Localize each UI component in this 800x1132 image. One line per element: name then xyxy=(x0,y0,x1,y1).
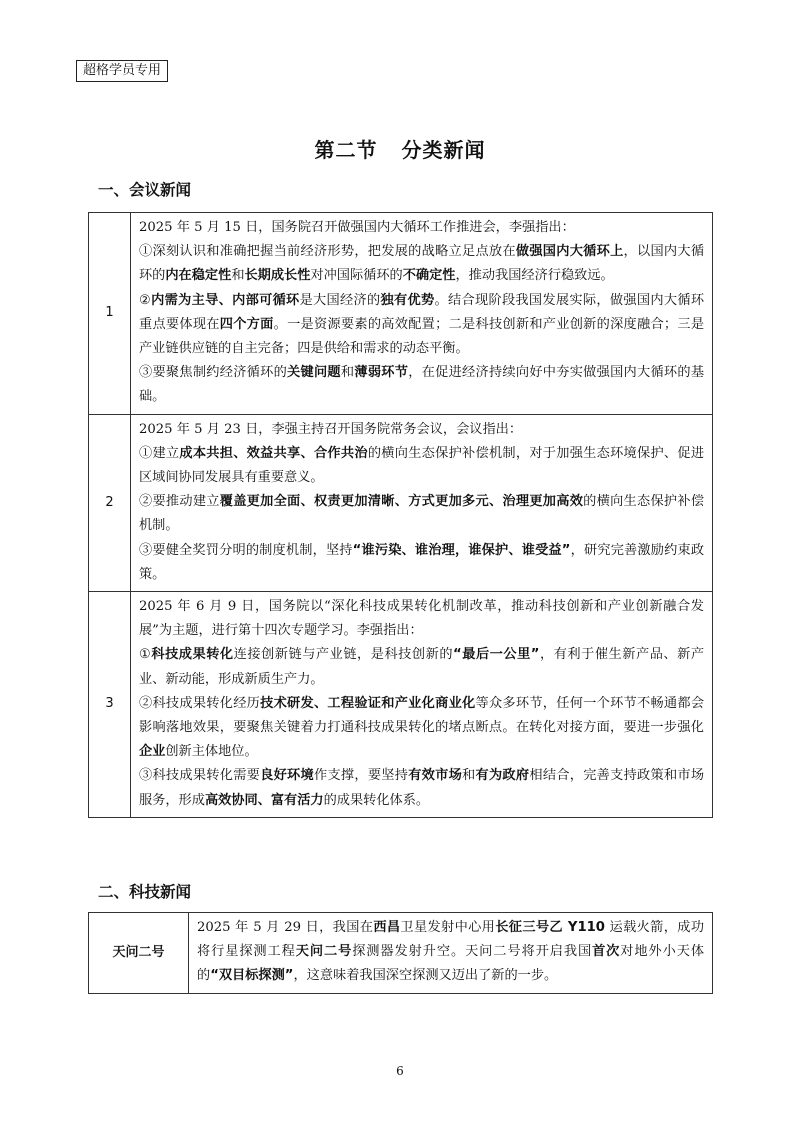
emphasis-text: “最后一公里” xyxy=(453,647,540,663)
emphasis-text: 科技成果转化 xyxy=(151,647,234,663)
body-text: 。结合现阶段我国发展实际，做强国内大循环重点要体现在 xyxy=(139,292,705,332)
body-text: 2025 年 5 月 29 日，我国在 xyxy=(197,920,374,935)
body-text: 等众多环节，任何一个环节不畅通都会影响落地效果，要聚焦关键着力打通科技成果转化的堵点断点。在转化对接方面，要进一步强化 xyxy=(139,695,705,736)
body-text: 的成果转化体系。 xyxy=(323,792,430,808)
body-text: 运载火箭，成功将行星探测工程 xyxy=(197,920,705,960)
meeting-row-label: 2 xyxy=(89,414,131,591)
emphasis-text: 不确定性 xyxy=(402,268,456,284)
news-paragraph xyxy=(139,418,704,442)
body-text: 和 xyxy=(340,365,355,381)
emphasis-text: 内在稳定性 xyxy=(165,268,232,284)
emphasis-text: 有效市场 xyxy=(408,768,463,784)
news-paragraph xyxy=(139,764,704,812)
body-text: ，研究完善激励约束政策。 xyxy=(139,542,705,582)
body-text: 2025 年 5 月 15 日，国务院召开做强国内大循环工作推进会，李强指出： xyxy=(139,220,575,235)
emphasis-text: “双目标探测” xyxy=(210,968,294,984)
emphasis-text: 成本共担、效益共享、合作共治 xyxy=(179,445,368,461)
emphasis-text: 做强国内大循环上 xyxy=(515,244,624,260)
body-text: ，推动我国经济行稳致远。 xyxy=(455,268,614,284)
body-text: ② xyxy=(139,292,152,308)
page-number: 6 xyxy=(396,1064,404,1078)
body-text: ，在促进经济持续向好中夯实做强国内大循环的基础。 xyxy=(139,365,705,405)
body-text: 。一是资源要素的高效配置；二是科技创新和产业创新的深度融合；三是产业链供应链的自主完备；四是供给和需求的动态平衡。 xyxy=(139,316,705,357)
body-text: 创新主体地位。 xyxy=(165,744,258,760)
body-text: 和 xyxy=(462,768,476,784)
section-title-number: 第二节 xyxy=(314,138,378,162)
news-paragraph xyxy=(197,916,704,989)
emphasis-text: 长期成长性 xyxy=(244,268,311,284)
emphasis-text: 薄弱环节 xyxy=(354,365,409,381)
body-text: 的横向生态保护补偿机制。 xyxy=(139,494,705,534)
tech-row-label: 天问二号 xyxy=(89,913,189,994)
news-paragraph xyxy=(139,692,704,765)
meeting-row-label: 1 xyxy=(89,213,131,415)
emphasis-text: 企业 xyxy=(139,744,166,760)
exclusive-stamp: 超格学员专用 xyxy=(76,60,168,82)
body-text: 和 xyxy=(231,268,245,284)
body-text: 对冲国际循环的 xyxy=(310,268,403,284)
emphasis-text: “谁污染、谁治理，谁保护、谁受益” xyxy=(352,542,571,558)
emphasis-text: 技术研发、工程验证和产业化商业化 xyxy=(260,695,476,711)
news-paragraph xyxy=(139,289,704,362)
news-paragraph xyxy=(139,643,704,691)
body-text: ①建立 xyxy=(139,445,180,461)
body-text: ②科技成果转化经历 xyxy=(139,695,261,711)
tech-row-content xyxy=(189,913,713,994)
body-text: 相结合，完善支持政策和市场服务，形成 xyxy=(139,768,705,808)
body-text: ③科技成果转化需要 xyxy=(139,768,261,784)
news-paragraph xyxy=(139,595,704,643)
body-text: ① xyxy=(139,647,152,663)
meeting-row-content xyxy=(131,213,713,415)
body-text: ②要推动建立 xyxy=(139,494,220,510)
emphasis-text: 有为政府 xyxy=(475,768,530,784)
body-text: ③要聚焦制约经济循环的 xyxy=(139,365,288,381)
body-text: ①深刻认识和准确把握当前经济形势，把发展的战略立足点放在 xyxy=(139,244,516,260)
emphasis-text: 天问二号 xyxy=(295,944,353,960)
emphasis-text: 内需为主导、内部可循环 xyxy=(151,292,300,308)
body-text: ，以国内大循环的 xyxy=(139,244,705,284)
meeting-row-content xyxy=(131,414,713,591)
meeting-row-content xyxy=(131,592,713,818)
news-paragraph xyxy=(139,240,704,288)
emphasis-text: 独有优势 xyxy=(380,292,435,308)
tech-news-table xyxy=(88,912,713,994)
section-title-text: 分类新闻 xyxy=(401,138,486,162)
emphasis-text: 良好环境 xyxy=(260,768,314,784)
meeting-row-label: 3 xyxy=(89,592,131,818)
emphasis-text: 长征三号乙 Y110 xyxy=(495,920,605,935)
section-title xyxy=(0,134,800,163)
body-text: 2025 年 5 月 23 日，李强主持召开国务院常务会议，会议指出： xyxy=(139,421,523,437)
emphasis-text: 高效协同、富有活力 xyxy=(204,792,324,808)
meeting-news-heading: 一、会议新闻 xyxy=(98,181,192,199)
body-text: 连接创新链与产业链，是科技创新的 xyxy=(233,647,454,663)
meeting-row xyxy=(89,213,713,415)
body-text: 的横向生态保护补偿机制，对于加强生态环境保护、促进区域间协同发展具有重要意义。 xyxy=(139,445,705,486)
tech-row xyxy=(89,913,713,994)
news-paragraph xyxy=(139,361,704,409)
body-text: 作支撑，要坚持 xyxy=(313,768,409,784)
news-paragraph xyxy=(139,539,704,587)
body-text: 对地外小天体的 xyxy=(197,944,705,984)
meeting-news-table xyxy=(88,212,713,818)
body-text: 卫星发射中心用 xyxy=(400,920,496,935)
meeting-row xyxy=(89,414,713,591)
body-text: ，有利于催生新产品、新产业、新动能，形成新质生产力。 xyxy=(139,647,705,687)
tech-news-heading: 二、科技新闻 xyxy=(98,883,192,901)
emphasis-text: 关键问题 xyxy=(287,365,341,381)
meeting-row xyxy=(89,592,713,818)
emphasis-text: 四个方面 xyxy=(219,316,274,332)
emphasis-text: 首次 xyxy=(592,944,621,960)
body-text: ③要健全奖罚分明的制度机制，坚持 xyxy=(139,542,353,558)
emphasis-text: 西昌 xyxy=(373,920,401,935)
news-paragraph xyxy=(139,490,704,538)
body-text: 2025 年 6 月 9 日，国务院以“深化科技成果转化机制改革，推动科技创新和产业创新融合发展”为主题，进行第十四次专题学习。李强指出： xyxy=(139,599,704,639)
emphasis-text: 覆盖更加全面、权责更加清晰、方式更加多元、治理更加高效 xyxy=(219,494,584,510)
body-text: 探测器发射升空。天问二号将开启我国 xyxy=(352,944,593,960)
news-paragraph xyxy=(139,216,704,240)
body-text: ，这意味着我国深空探测又迈出了新的一步。 xyxy=(293,968,558,984)
body-text: 是大国经济的 xyxy=(299,292,381,308)
news-paragraph xyxy=(139,442,704,490)
